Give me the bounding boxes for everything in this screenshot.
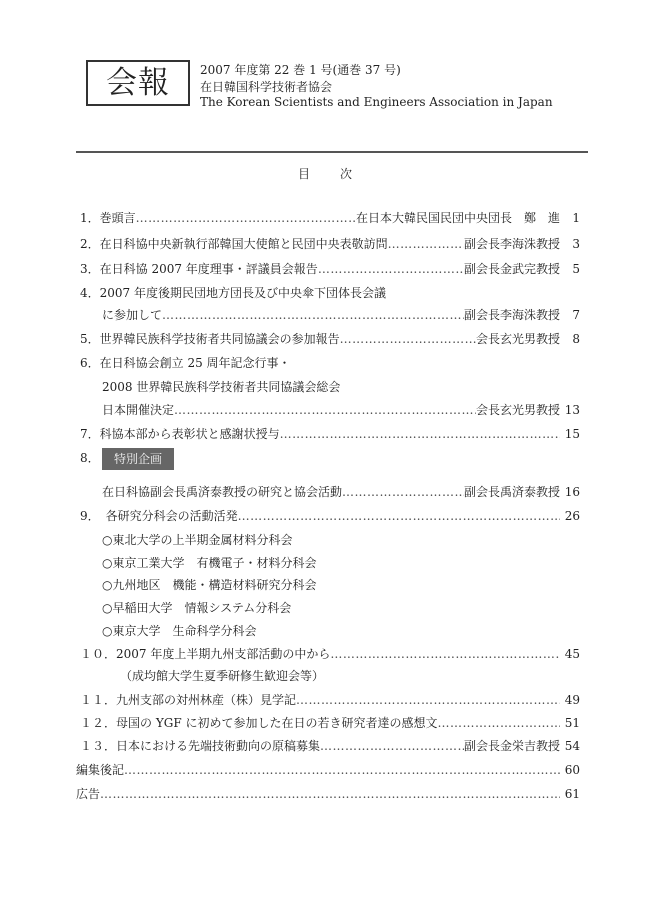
toc-item-page: 7 [572,308,580,322]
toc-item-title: １２．母国の YGF に初めて参加した在日の若き研究者達の感想文 [80,716,438,730]
toc-item-title: 1．巻頭言 [80,211,136,225]
toc-item-title: 8． [80,451,100,465]
subcommittee-item[interactable]: ○東京工業大学 有機電子・材料分科会 [102,556,317,570]
toc-item-title: 9． 各研究分科会の活動活発 [80,509,238,523]
toc-item-page: 8 [572,332,580,346]
toc-item-page: 61 [564,787,580,801]
leader-dots [124,762,560,778]
header-divider [76,151,588,153]
leader-dots [174,402,476,418]
toc-item[interactable] [102,307,580,323]
toc-item-title[interactable]: 2008 世界韓民族科学技術者共同協議会総会 [102,380,341,394]
toc-item-author: 副会長金武完教授 [463,262,560,276]
toc-item-page: 1 [572,211,580,225]
toc-item[interactable] [80,331,580,347]
toc-item-page: 60 [564,763,580,777]
toc-item-author: 副会長李海洙教授 [463,237,560,251]
toc-item-author: 会長玄光男教授 [475,403,560,417]
toc-item-title: １１．九州支部の対州林産（株）見学記 [80,693,297,707]
toc-item-author: 会長玄光男教授 [475,332,560,346]
toc-item[interactable] [80,210,580,226]
toc-item[interactable] [76,762,580,778]
toc-item-title: 日本開催決定 [102,403,175,417]
leader-dots [342,484,464,500]
leader-dots [330,646,560,662]
toc-item[interactable] [80,738,580,754]
toc-title: 目次 [297,167,382,181]
toc-item[interactable] [80,236,580,252]
toc-item-page: 16 [564,485,580,499]
subcommittee-item[interactable]: ○東北大学の上半期金属材料分科会 [102,533,293,547]
subcommittee-item[interactable]: ○東京大学 生命科学分科会 [102,624,257,638]
special-feature-badge: 特別企画 [102,448,174,470]
toc-item-title: 3．在日科協 2007 年度理事・評議員会報告 [80,262,318,276]
toc-item-page: 3 [572,237,580,251]
leader-dots [280,426,560,442]
leader-dots [136,210,356,226]
toc-item[interactable] [80,508,580,524]
toc-item-author: 副会長金栄吉教授 [463,739,560,753]
leader-dots [296,692,560,708]
toc-item[interactable] [102,484,580,500]
toc-item-page: 49 [564,693,580,707]
subcommittee-item[interactable]: ○早稲田大学 情報システム分科会 [102,601,292,615]
toc-item-page: 54 [564,739,580,753]
toc-item-page: 26 [564,509,580,523]
issue-info: 2007 年度第 22 巻 1 号(通巻 37 号) [200,63,401,77]
toc-item[interactable] [80,261,580,277]
toc-item-title: １０．2007 年度上半期九州支部活動の中から [80,647,331,661]
toc-item-title: 編集後記 [76,763,125,777]
org-name-en: The Korean Scientists and Engineers Association in Japan [200,95,553,109]
toc-item-page: 45 [564,647,580,661]
leader-dots [320,738,464,754]
toc-item-title: 広告 [76,787,101,801]
leader-dots [388,236,464,252]
toc-item-title: に参加して [102,308,163,322]
toc-item[interactable] [80,715,580,731]
toc-item-title: １３．日本における先端技術動向の原稿募集 [80,739,321,753]
toc-item-title: 在日科協副会長禹済泰教授の研究と協会活動 [102,485,343,499]
toc-item[interactable] [76,786,580,802]
bulletin-logo: 会報 [86,60,190,106]
toc-item-page: 15 [564,427,580,441]
toc-item-page: 51 [564,716,580,730]
toc-item[interactable] [80,692,580,708]
leader-dots [100,786,560,802]
toc-item-title[interactable]: 4．2007 年度後期民団地方団長及び中央傘下団体長会議 [80,286,386,300]
toc-item-title: 7．科協本部から表彰状と感謝状授与 [80,427,280,441]
leader-dots [318,261,464,277]
org-name-jp: 在日韓国科学技術者協会 [200,80,333,94]
toc-item-title: 5．世界韓民族科学技術者共同協議会の参加報告 [80,332,340,346]
toc-item-title[interactable]: 6．在日科協会創立 25 周年記念行事・ [80,356,291,370]
toc-item[interactable] [102,402,580,418]
leader-dots [238,508,560,524]
leader-dots [437,715,560,731]
leader-dots [162,307,464,323]
toc-item[interactable] [80,426,580,442]
leader-dots [340,331,476,347]
toc-item-page: 13 [564,403,580,417]
toc-item[interactable] [80,646,580,662]
toc-item-author: 在日本大韓民国民団中央団長 鄭 進 [355,211,560,225]
toc-item-title: 2．在日科協中央新執行部韓国大使館と民団中央表敬訪問 [80,237,388,251]
toc-item-subtitle: （成均館大学生夏季研修生歓迎会等） [120,669,325,683]
toc-item-page: 5 [572,262,580,276]
toc-item-author: 副会長禹済泰教授 [463,485,560,499]
subcommittee-item[interactable]: ○九州地区 機能・構造材料研究分科会 [102,578,317,592]
toc-item-author: 副会長李海洙教授 [463,308,560,322]
